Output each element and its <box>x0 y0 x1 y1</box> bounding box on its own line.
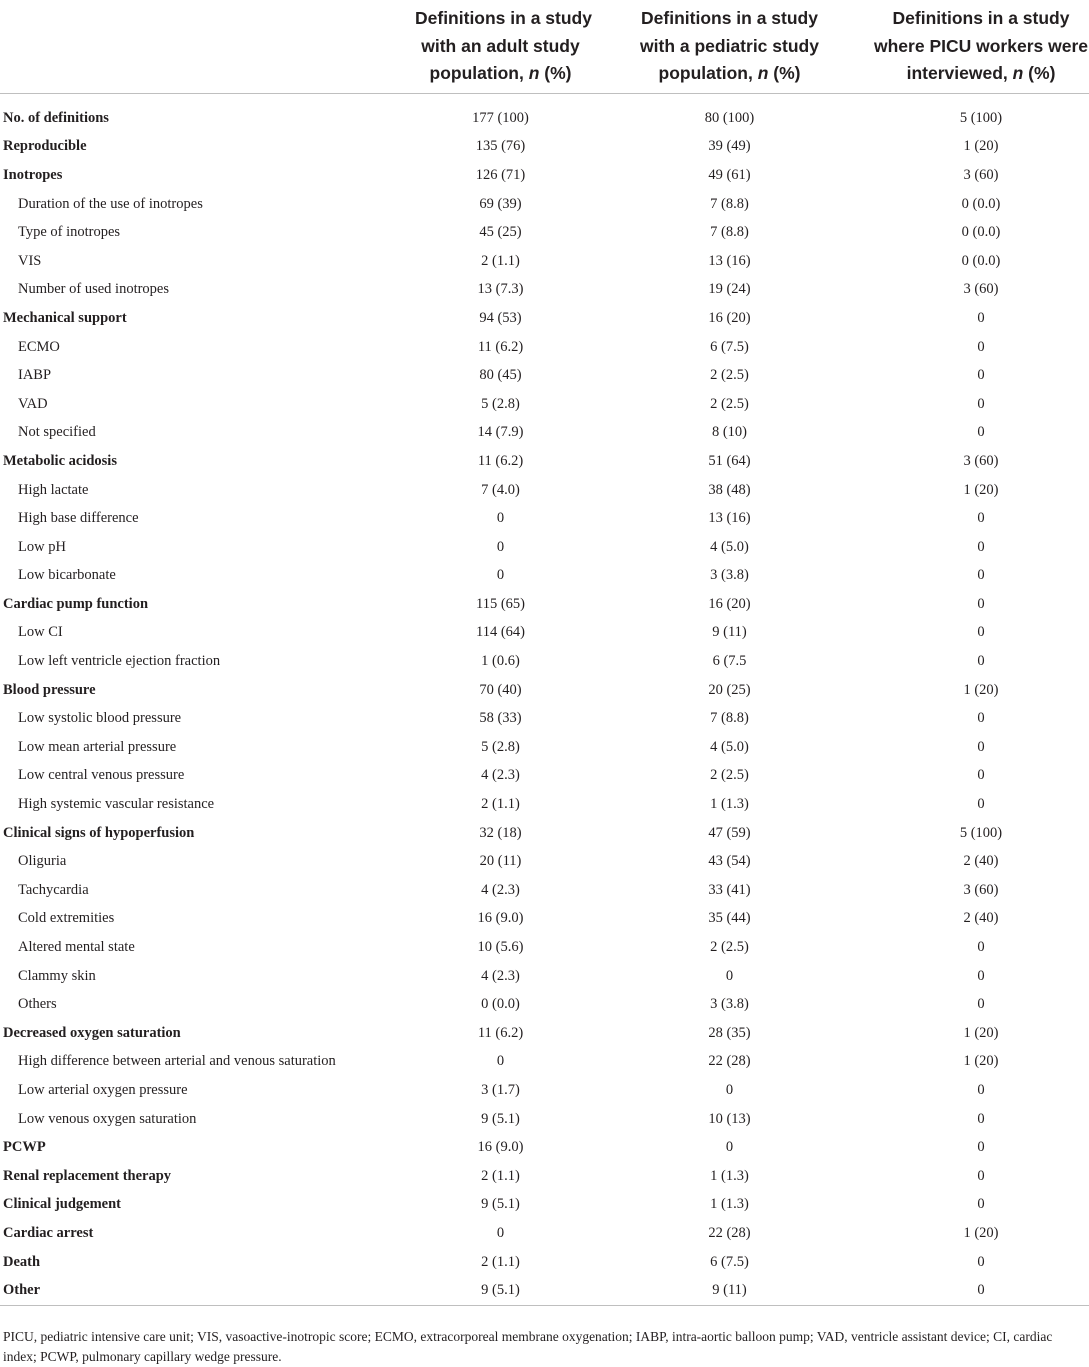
picu-value-cell: 0 <box>977 510 985 527</box>
row-category-label: Renal replacement therapy <box>3 1167 172 1184</box>
row-subcategory-label: Number of used inotropes <box>18 281 170 298</box>
table-row <box>0 1219 1089 1248</box>
pediatric-value-cell: 2 (2.5) <box>710 395 749 412</box>
row-subcategory-label: Duration of the use of inotropes <box>18 195 203 212</box>
pediatric-value-cell: 1 (1.3) <box>710 1196 749 1213</box>
picu-value-cell: 0 <box>977 1081 985 1098</box>
adult-value-cell: 177 (100) <box>472 109 529 126</box>
table-row <box>0 276 1089 305</box>
adult-value-cell: 11 (6.2) <box>477 452 524 469</box>
pediatric-value-cell: 47 (59) <box>708 824 751 841</box>
row-category-label: Cardiac pump function <box>3 595 149 612</box>
adult-value-cell: 70 (40) <box>479 681 522 698</box>
picu-value-cell: 0 (0.0) <box>961 252 1001 269</box>
table-row <box>0 361 1089 390</box>
adult-value-cell: 2 (1.1) <box>481 796 520 813</box>
adult-value-cell: 4 (2.3) <box>481 881 520 898</box>
pediatric-value-cell: 7 (8.8) <box>710 710 749 727</box>
row-subcategory-label: Low pH <box>18 538 66 555</box>
table-row <box>0 247 1089 276</box>
adult-value-cell: 115 (65) <box>476 595 525 612</box>
picu-value-cell: 0 <box>977 967 985 984</box>
pediatric-value-cell: 2 (2.5) <box>710 367 749 384</box>
table-row <box>0 619 1089 648</box>
row-category-label: PCWP <box>3 1139 46 1156</box>
pediatric-value-cell: 49 (61) <box>708 166 751 183</box>
pediatric-value-cell: 10 (13) <box>708 1110 751 1127</box>
adult-value-cell: 0 (0.0) <box>481 996 520 1013</box>
row-category-label: Other <box>0 1276 415 1305</box>
row-subcategory-label: Low bicarbonate <box>18 567 116 584</box>
picu-value-cell: 3 (60) <box>963 281 999 298</box>
header-pediatric-study <box>586 0 873 94</box>
table-row <box>0 990 1089 1019</box>
table-row <box>0 762 1089 791</box>
picu-value-cell: 0 <box>977 767 985 784</box>
adult-value-cell: 16 (9.0) <box>477 910 524 927</box>
adult-value-cell: 80 (45) <box>479 367 522 384</box>
pediatric-value-cell: 6 (7.5 <box>712 653 747 670</box>
adult-value-cell: 135 (76) <box>475 138 526 155</box>
adult-value-cell: 11 (6.2) <box>477 338 524 355</box>
pediatric-value-cell: 1 (1.3) <box>710 1167 749 1184</box>
row-category-label: Mechanical support <box>3 309 127 326</box>
picu-value-cell: 1 (20) <box>963 138 999 155</box>
row-subcategory-label: Altered mental state <box>18 939 135 956</box>
adult-value-cell: 11 (6.2) <box>477 1024 524 1041</box>
table-row <box>0 504 1089 533</box>
row-category-label: Clinical signs of hypoperfusion <box>3 824 195 841</box>
row-category-label: Metabolic acidosis <box>3 452 117 469</box>
picu-value-cell: 1 (20) <box>963 1224 999 1241</box>
adult-value-cell: 32 (18) <box>479 824 522 841</box>
header-line: Definitions in a study <box>641 8 818 29</box>
picu-value-cell: 3 (60) <box>963 166 999 183</box>
table-row <box>0 819 1089 848</box>
row-subcategory-label: Cold extremities <box>18 910 115 927</box>
adult-value-cell: 4 (2.3) <box>481 967 520 984</box>
row-category-label: Cardiac arrest <box>3 1224 94 1241</box>
table-row <box>0 562 1089 591</box>
pediatric-value-cell: 0 <box>725 967 734 984</box>
pediatric-value-cell: 38 (48) <box>708 481 751 498</box>
picu-value-cell: 0 <box>977 738 985 755</box>
picu-value-cell: 3 (60) <box>963 881 999 898</box>
pediatric-value-cell: 22 (28) <box>708 1224 751 1241</box>
row-subcategory-label: High lactate <box>18 481 89 498</box>
adult-value-cell: 58 (33) <box>479 710 522 727</box>
row-subcategory-label: ECMO <box>18 338 60 355</box>
pediatric-value-cell: 6 (7.5) <box>710 338 749 355</box>
picu-value-cell: 1 (20) <box>963 681 999 698</box>
picu-value-cell: 0 <box>977 338 985 355</box>
pediatric-value-cell: 28 (35) <box>708 1024 751 1041</box>
table-row <box>0 1248 1089 1277</box>
picu-value-cell: 0 <box>977 595 985 612</box>
header-line: Definitions in a study <box>415 8 592 29</box>
row-subcategory-label: Low left ventricle ejection fraction <box>18 653 221 670</box>
picu-value-cell: 0 <box>977 939 985 956</box>
row-category-label: Decreased oxygen saturation <box>3 1024 181 1041</box>
adult-value-cell: 0 <box>496 510 505 527</box>
pediatric-value-cell: 7 (8.8) <box>710 195 749 212</box>
pediatric-value-cell: 0 <box>725 1081 734 1098</box>
pediatric-value-cell: 2 (2.5) <box>710 767 749 784</box>
adult-value-cell: 3 (1.7) <box>481 1081 520 1098</box>
table-row <box>0 1276 1089 1305</box>
picu-value-cell: 0 <box>977 1167 985 1184</box>
table-row <box>0 1019 1089 1048</box>
table-row <box>0 1133 1089 1162</box>
pediatric-value-cell: 3 (3.8) <box>710 567 749 584</box>
pediatric-value-cell: 19 (24) <box>708 281 751 298</box>
row-subcategory-label: Low central venous pressure <box>18 767 185 784</box>
table-row <box>0 390 1089 419</box>
row-subcategory-label: Low venous oxygen saturation <box>18 1110 197 1127</box>
table-row <box>0 218 1089 247</box>
pediatric-value-cell: 39 (49) <box>708 138 751 155</box>
spacer-row <box>0 94 1089 105</box>
picu-value-cell: 2 (40) <box>963 853 999 870</box>
adult-value-cell: 0 <box>496 1053 505 1070</box>
table-row <box>0 847 1089 876</box>
header-picu-interview-study <box>873 0 1089 94</box>
picu-value-cell: 0 <box>977 653 985 670</box>
pediatric-value-cell: 20 (25) <box>708 681 751 698</box>
pediatric-value-cell: 1 (1.3) <box>710 796 749 813</box>
table-row <box>0 190 1089 219</box>
adult-value-cell: 10 (5.6) <box>477 939 524 956</box>
pediatric-value-cell: 16 (20) <box>708 595 751 612</box>
pediatric-value-cell: 0 <box>725 1139 734 1156</box>
table-row <box>0 1191 1089 1220</box>
picu-value-cell: 0 <box>977 624 985 641</box>
pediatric-value-cell: 16 (20) <box>708 309 751 326</box>
italic-n: n <box>1012 63 1024 84</box>
row-subcategory-label: High systemic vascular resistance <box>18 796 215 813</box>
pediatric-value-cell: 9 (11) <box>586 1276 873 1305</box>
table-row <box>0 790 1089 819</box>
table-row <box>0 161 1089 190</box>
pediatric-value-cell: 43 (54) <box>708 853 751 870</box>
header-line-with-italic: interviewed, n (%) <box>906 63 1056 84</box>
picu-value-cell: 0 <box>977 424 985 441</box>
adult-value-cell: 0 <box>496 1224 505 1241</box>
table-row <box>0 933 1089 962</box>
row-subcategory-label: IABP <box>18 367 52 384</box>
picu-value-cell: 0 <box>977 1253 985 1270</box>
table-row <box>0 704 1089 733</box>
adult-value-cell: 2 (1.1) <box>481 1253 520 1270</box>
row-subcategory-label: Clammy skin <box>18 967 96 984</box>
picu-value-cell: 0 <box>977 1110 985 1127</box>
adult-value-cell: 4 (2.3) <box>481 767 520 784</box>
picu-value-cell: 0 (0.0) <box>961 195 1001 212</box>
table-row <box>0 905 1089 934</box>
table-row <box>0 447 1089 476</box>
picu-value-cell: 0 <box>977 710 985 727</box>
table-row <box>0 590 1089 619</box>
picu-value-cell: 0 <box>977 309 985 326</box>
adult-value-cell: 20 (11) <box>479 853 522 870</box>
adult-value-cell: 45 (25) <box>479 224 522 241</box>
pediatric-value-cell: 13 (16) <box>708 510 751 527</box>
adult-value-cell: 2 (1.1) <box>481 252 520 269</box>
adult-value-cell: 7 (4.0) <box>481 481 520 498</box>
row-subcategory-label: VAD <box>18 395 48 412</box>
row-subcategory-label: Type of inotropes <box>18 224 121 241</box>
row-subcategory-label: High difference between arterial and venous saturation <box>18 1053 336 1070</box>
table-row <box>0 333 1089 362</box>
picu-value-cell: 0 <box>977 367 985 384</box>
pediatric-value-cell: 9 (11) <box>712 624 747 641</box>
header-adult-study <box>415 0 592 94</box>
table-row <box>0 419 1089 448</box>
adult-value-cell: 9 (5.1) <box>481 1110 520 1127</box>
picu-value-cell: 3 (60) <box>963 452 999 469</box>
picu-value-cell: 0 <box>977 1196 985 1213</box>
row-subcategory-label: Oliguria <box>18 853 67 870</box>
adult-value-cell: 0 <box>496 567 505 584</box>
table-row <box>0 104 1089 133</box>
pediatric-value-cell: 8 (10) <box>711 424 748 441</box>
picu-value-cell: 0 <box>977 567 985 584</box>
adult-value-cell: 0 <box>496 538 505 555</box>
header-line: with an adult study <box>421 35 580 56</box>
pediatric-value-cell: 2 (2.5) <box>710 939 749 956</box>
table-row <box>0 1048 1089 1077</box>
picu-value-cell: 1 (20) <box>963 1024 999 1041</box>
table-row <box>0 304 1089 333</box>
table-header <box>0 0 1089 94</box>
pediatric-value-cell: 4 (5.0) <box>710 538 749 555</box>
row-subcategory-label: Not specified <box>18 424 96 441</box>
row-category-label: No. of definitions <box>3 109 109 126</box>
table-row <box>0 962 1089 991</box>
italic-n: n <box>757 63 769 84</box>
picu-value-cell: 0 <box>873 1276 1089 1305</box>
header-line-with-italic: population, n (%) <box>429 63 572 84</box>
row-category-label: Inotropes <box>3 166 63 183</box>
picu-value-cell: 0 <box>977 538 985 555</box>
table-row <box>0 876 1089 905</box>
adult-value-cell: 5 (2.8) <box>481 738 520 755</box>
row-category-label: Clinical judgement <box>3 1196 122 1213</box>
picu-value-cell: 2 (40) <box>963 910 999 927</box>
table-row <box>0 647 1089 676</box>
adult-value-cell: 14 (7.9) <box>477 424 524 441</box>
adult-value-cell: 9 (5.1) <box>481 1196 520 1213</box>
header-line: with a pediatric study <box>640 35 819 56</box>
pediatric-value-cell: 80 (100) <box>704 109 755 126</box>
picu-value-cell: 0 <box>977 395 985 412</box>
row-subcategory-label: Low CI <box>18 624 63 641</box>
table-row <box>0 533 1089 562</box>
picu-value-cell: 0 (0.0) <box>961 224 1001 241</box>
adult-value-cell: 126 (71) <box>475 166 526 183</box>
picu-value-cell: 0 <box>977 996 985 1013</box>
row-category-label: Blood pressure <box>3 681 96 698</box>
table-row <box>0 733 1089 762</box>
header-row <box>0 0 1089 94</box>
table-row <box>0 133 1089 162</box>
row-subcategory-label: Low systolic blood pressure <box>18 710 182 727</box>
row-subcategory-label: VIS <box>18 252 42 269</box>
picu-value-cell: 1 (20) <box>963 1053 999 1070</box>
row-subcategory-label: Others <box>18 996 57 1013</box>
header-line: Definitions in a study <box>892 8 1070 29</box>
table-row <box>0 1076 1089 1105</box>
header-line-with-italic: population, n (%) <box>658 63 801 84</box>
adult-value-cell: 5 (2.8) <box>481 395 520 412</box>
pediatric-value-cell: 3 (3.8) <box>710 996 749 1013</box>
pediatric-value-cell: 4 (5.0) <box>710 738 749 755</box>
row-subcategory-label: Tachycardia <box>18 881 89 898</box>
row-subcategory-label: Low arterial oxygen pressure <box>18 1081 188 1098</box>
adult-value-cell: 94 (53) <box>479 309 522 326</box>
table-row <box>0 1162 1089 1191</box>
italic-n: n <box>528 63 540 84</box>
table-row <box>0 1105 1089 1134</box>
adult-value-cell: 69 (39) <box>479 195 522 212</box>
table-footnote: PICU, pediatric intensive care unit; VIS, vasoactive-inotropic score; ECMO, extracorporeal membrane oxygenation; IABP, intra-aortic balloon pump; VAD, ventricle assistant device; CI, cardiac index; PCWP, pulmonary capillary wedge pressure. <box>3 1329 1053 1364</box>
pediatric-value-cell: 13 (16) <box>708 252 751 269</box>
table-row <box>0 476 1089 505</box>
adult-value-cell: 114 (64) <box>476 624 525 641</box>
table-row <box>0 676 1089 705</box>
adult-value-cell: 16 (9.0) <box>477 1139 524 1156</box>
header-empty-cell <box>0 0 415 94</box>
pediatric-value-cell: 22 (28) <box>708 1053 751 1070</box>
picu-value-cell: 5 (100) <box>959 824 1003 841</box>
row-subcategory-label: High base difference <box>18 510 139 527</box>
picu-value-cell: 0 <box>977 1139 985 1156</box>
header-line: where PICU workers were <box>874 35 1088 56</box>
pediatric-value-cell: 6 (7.5) <box>710 1253 749 1270</box>
adult-value-cell: 1 (0.6) <box>481 653 520 670</box>
pediatric-value-cell: 51 (64) <box>708 452 751 469</box>
picu-value-cell: 1 (20) <box>963 481 999 498</box>
picu-value-cell: 5 (100) <box>959 109 1003 126</box>
picu-value-cell: 0 <box>977 796 985 813</box>
adult-value-cell: 9 (5.1) <box>415 1276 586 1305</box>
adult-value-cell: 13 (7.3) <box>477 281 524 298</box>
row-category-label: Reproducible <box>3 138 87 155</box>
table-body <box>0 94 1089 1306</box>
row-subcategory-label: Low mean arterial pressure <box>18 738 177 755</box>
row-category-label: Death <box>3 1253 41 1270</box>
pediatric-value-cell: 35 (44) <box>708 910 751 927</box>
pediatric-value-cell: 33 (41) <box>708 881 751 898</box>
pediatric-value-cell: 7 (8.8) <box>710 224 749 241</box>
adult-value-cell: 2 (1.1) <box>481 1167 520 1184</box>
